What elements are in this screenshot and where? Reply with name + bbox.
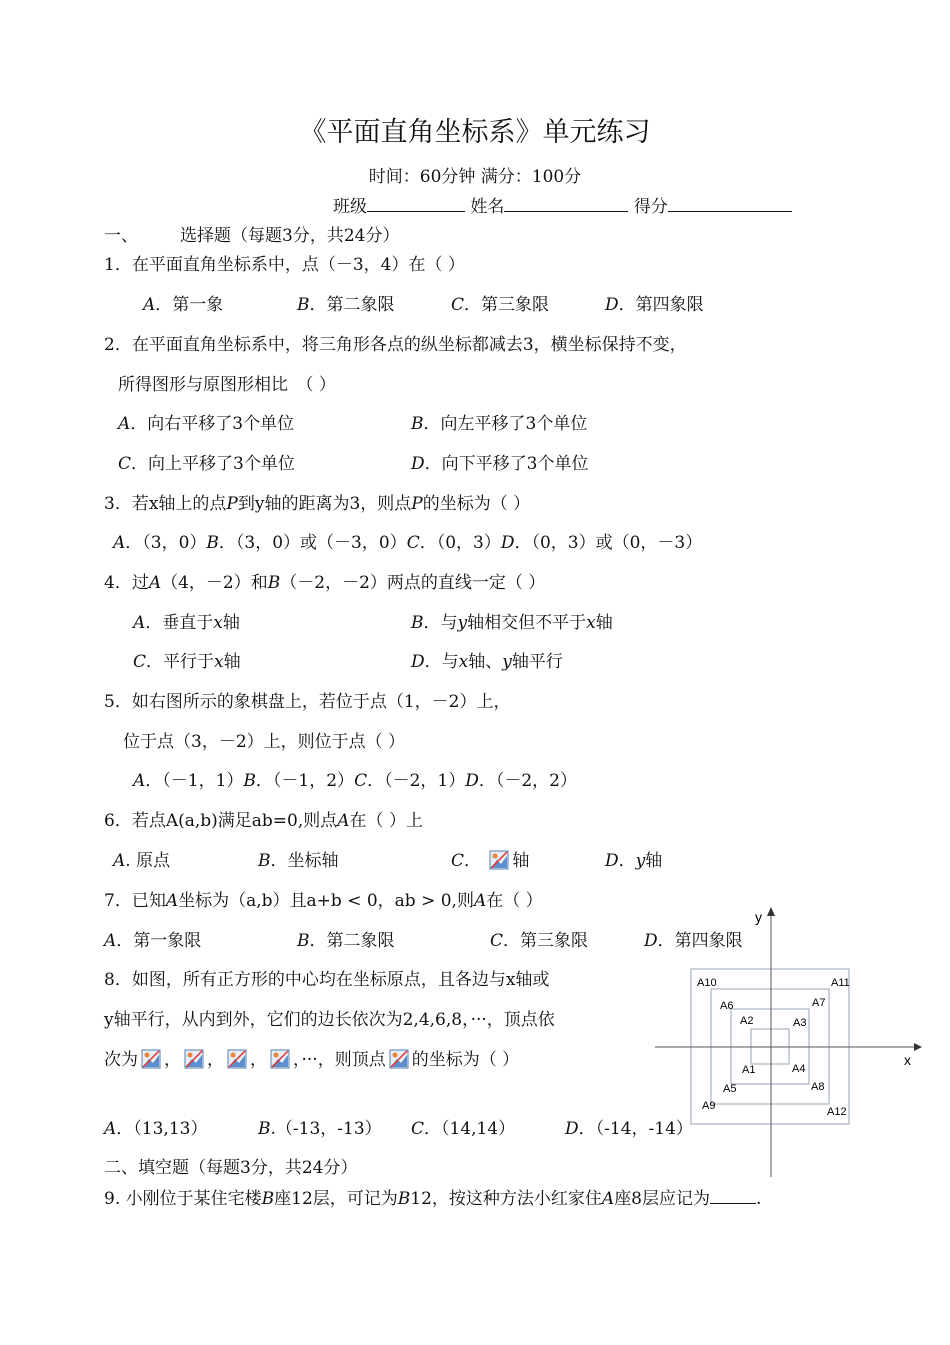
q3-option-c[interactable]: C．（0，3） — [406, 533, 501, 553]
q2-option-a[interactable]: A．向右平移了3个单位 — [118, 414, 295, 434]
q1-option-c[interactable]: C．第三象限 — [451, 295, 550, 315]
class-label: 班级 — [333, 197, 367, 217]
q3-option-b[interactable]: B．（3，0）或（－3，0） — [206, 533, 407, 553]
q7-option-b[interactable]: B．第二象限 — [297, 931, 395, 951]
q2-option-c[interactable]: C．向上平移了3个单位 — [118, 454, 295, 474]
name-label: 姓名 — [470, 197, 505, 217]
q1-option-a[interactable]: A．第一象 — [143, 295, 224, 315]
q6-stem: 6．若点A(a,b)满足ab=0,则点A在（ ）上 — [104, 811, 423, 831]
vertex-label-a4: A4 — [792, 1063, 806, 1075]
q4-stem: 4．过A（4，－2）和B（－2，－2）两点的直线一定（ ） — [104, 573, 546, 593]
q5-stem-line2: 位于点（3，－2）上，则位于点（ ） — [123, 732, 406, 752]
q5-option-c[interactable]: C．（－2，1） — [354, 771, 466, 791]
q8-option-a[interactable]: A．（13,13） — [104, 1119, 208, 1139]
section1-heading: 选择题（每题3分，共24分） — [180, 226, 400, 246]
section1-number: 一、 — [104, 226, 138, 246]
q6-option-b[interactable]: B．坐标轴 — [258, 851, 339, 871]
q8-option-b[interactable]: B.（-13，-13） — [258, 1119, 382, 1139]
q5-option-b[interactable]: B．（－1，2） — [243, 771, 355, 791]
q2-option-b[interactable]: B．向左平移了3个单位 — [411, 414, 588, 434]
vertex-label-a6: A6 — [720, 1000, 734, 1012]
broken-image-icon — [489, 850, 509, 870]
q2-option-d[interactable]: D．向下平移了3个单位 — [411, 454, 589, 474]
q3-options — [113, 532, 702, 554]
broken-image-icon — [227, 1049, 247, 1069]
score-label: 得分 — [633, 197, 668, 217]
q5-option-a[interactable]: A．（－1，1） — [133, 771, 244, 791]
page-title: 《平面直角坐标系》单元练习 — [299, 117, 651, 148]
q9-answer-blank[interactable] — [710, 1187, 756, 1204]
q8-line1: 8．如图，所有正方形的中心均在坐标原点，且各边与x轴或 — [104, 970, 550, 990]
vertex-label-a12: A12 — [827, 1106, 847, 1118]
q1-option-b[interactable]: B．第二象限 — [297, 295, 395, 315]
q4-option-d[interactable]: D．与x轴、y轴平行 — [411, 652, 563, 672]
q3-option-d[interactable]: D．（0，3）或（0，－3） — [500, 533, 703, 553]
q7-option-d[interactable]: D．第四象限 — [644, 931, 743, 951]
q5-options — [133, 770, 577, 792]
q8-line3: 次为 ， ， ， ，···，则顶点 的坐标为（ ） — [104, 1050, 520, 1070]
q2-stem-line2: 所得图形与原图形相比 （ ） — [118, 375, 336, 395]
vertex-label-a5: A5 — [723, 1083, 737, 1095]
score-field[interactable] — [668, 195, 792, 212]
nested-squares-diagram — [652, 902, 922, 1180]
name-field[interactable] — [504, 195, 628, 212]
q8-line2: y轴平行，从内到外，它们的边长依次为2,4,6,8，···，顶点依 — [104, 1010, 555, 1030]
q5-option-d[interactable]: D．（－2，2） — [465, 771, 577, 791]
q7-option-c[interactable]: C．第三象限 — [490, 931, 589, 951]
broken-image-icon — [141, 1049, 161, 1069]
broken-image-icon — [184, 1049, 204, 1069]
q4-option-a[interactable]: A．垂直于x轴 — [133, 613, 240, 633]
q3-option-a[interactable]: A．（3，0） — [113, 533, 207, 553]
q1-option-d[interactable]: D．第四象限 — [605, 295, 704, 315]
student-info — [333, 195, 792, 218]
vertex-label-a2: A2 — [740, 1015, 754, 1027]
vertex-label-a8: A8 — [811, 1081, 825, 1093]
vertex-label-a7: A7 — [812, 997, 826, 1009]
q6-option-d[interactable]: D．y轴 — [605, 851, 663, 871]
y-axis-arrow-icon — [767, 907, 775, 916]
vertex-label-a11: A11 — [831, 977, 850, 989]
class-field[interactable] — [367, 195, 465, 212]
section2-heading: 二、填空题（每题3分，共24分） — [104, 1158, 358, 1178]
q6-option-c[interactable]: C． 轴 — [451, 851, 530, 871]
x-axis-label: x — [904, 1052, 911, 1068]
broken-image-icon — [270, 1049, 290, 1069]
q2-stem-line1: 2．在平面直角坐标系中，将三角形各点的纵坐标都减去3，横坐标保持不变， — [104, 335, 687, 355]
q5-stem-line1: 5．如右图所示的象棋盘上，若位于点（1，－2）上， — [104, 692, 511, 712]
q8-option-c[interactable]: C．（14,14） — [411, 1119, 516, 1139]
time-line: 时间：60分钟 满分：100分 — [368, 167, 582, 187]
q8-option-d[interactable]: D．（-14，-14） — [565, 1119, 693, 1139]
q9-stem: 9. 小刚位于某住宅楼B座12层，可记为B12，按这种方法小红家住A座8层应记为 . — [104, 1189, 762, 1209]
vertex-label-a9: A9 — [702, 1100, 716, 1112]
broken-image-icon — [389, 1049, 409, 1069]
y-axis-label: y — [755, 909, 762, 925]
q6-option-a[interactable]: A. 原点 — [113, 851, 171, 871]
q1-stem: 1．在平面直角坐标系中，点（－3，4）在（ ） — [104, 255, 465, 275]
vertex-label-a1: A1 — [742, 1064, 756, 1076]
vertex-label-a10: A10 — [697, 977, 717, 989]
q4-option-c[interactable]: C．平行于x轴 — [133, 652, 241, 672]
vertex-label-a3: A3 — [793, 1017, 807, 1029]
x-axis-arrow-icon — [914, 1043, 922, 1051]
q7-stem: 7．已知A坐标为（a,b）且a+b < 0，ab > 0,则A在（ ） — [104, 891, 543, 911]
q7-option-a[interactable]: A．第一象限 — [104, 931, 202, 951]
q3-stem: 3．若x轴上的点P到y轴的距离为3，则点P的坐标为（ ） — [104, 494, 531, 514]
q4-option-b[interactable]: B．与y轴相交但不平于x轴 — [411, 613, 613, 633]
